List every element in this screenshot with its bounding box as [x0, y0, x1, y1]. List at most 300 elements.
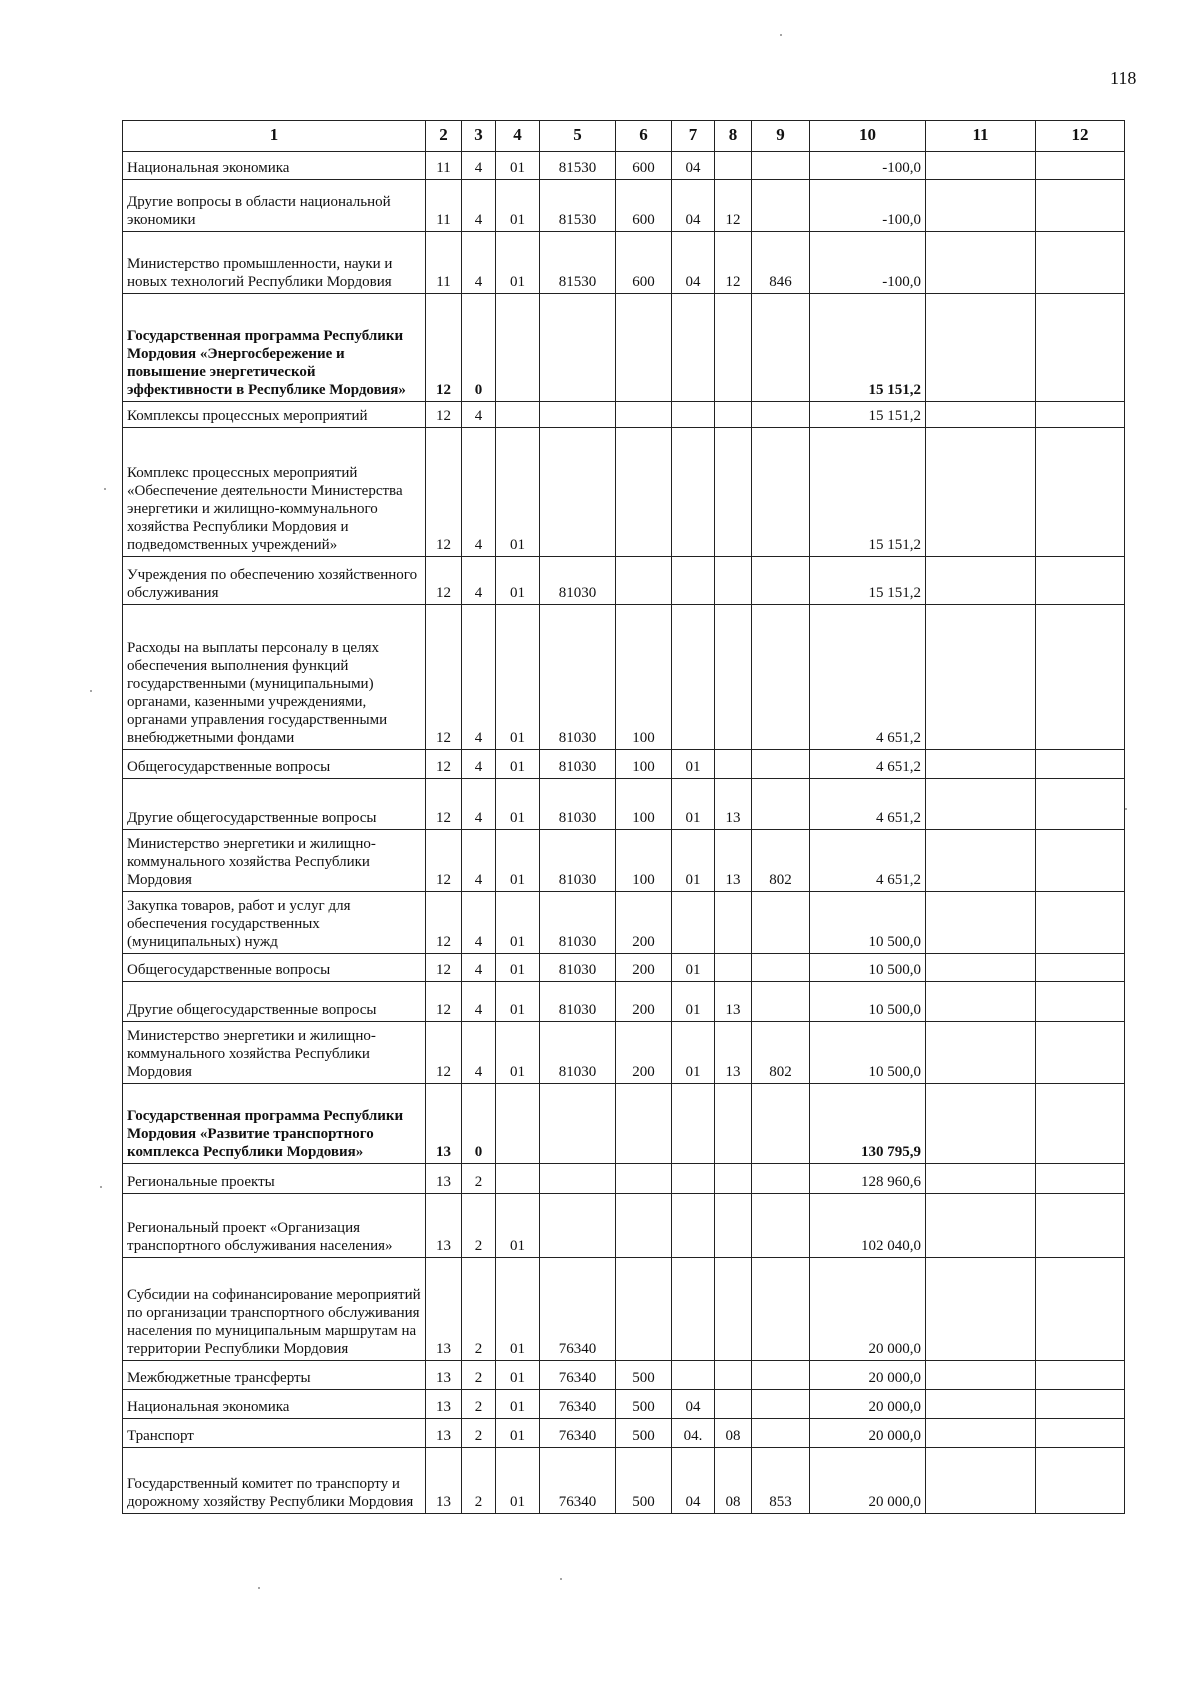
value-cell-col10: 4 651,2 — [810, 750, 926, 779]
value-cell-col10: 20 000,0 — [810, 1390, 926, 1419]
value-cell-col5 — [540, 294, 616, 402]
value-cell-col2: 13 — [426, 1084, 462, 1164]
value-cell-col8 — [715, 557, 752, 605]
value-cell-col3: 4 — [462, 1022, 496, 1084]
value-cell-col9 — [752, 294, 810, 402]
value-cell-col5 — [540, 428, 616, 557]
value-cell-col2: 12 — [426, 830, 462, 892]
value-cell-col6 — [616, 1164, 672, 1194]
value-cell-col10: 4 651,2 — [810, 779, 926, 830]
value-cell-col2: 12 — [426, 892, 462, 954]
value-cell-col7 — [672, 1194, 715, 1258]
row-label-cell: Государственный комитет по транспорту и дорожному хозяйству Республики Мордовия — [123, 1448, 426, 1514]
table-row — [123, 892, 1125, 954]
value-cell-col11 — [926, 954, 1036, 982]
value-cell-col5: 81030 — [540, 892, 616, 954]
value-cell-col8 — [715, 1084, 752, 1164]
value-cell-col9: 802 — [752, 830, 810, 892]
scan-speck — [90, 690, 92, 692]
value-cell-col9: 802 — [752, 1022, 810, 1084]
value-cell-col2: 12 — [426, 294, 462, 402]
value-cell-col10: -100,0 — [810, 180, 926, 232]
value-cell-col12 — [1036, 1164, 1125, 1194]
value-cell-col11 — [926, 1084, 1036, 1164]
row-label-cell: Министерство энергетики и жилищно-коммунального хозяйства Республики Мордовия — [123, 830, 426, 892]
row-label-cell: Комплекс процессных мероприятий «Обеспечение деятельности Министерства энергетики и жилищно-коммунального хозяйства Республики Мордовия и подведомственных учреждений» — [123, 428, 426, 557]
value-cell-col6: 100 — [616, 750, 672, 779]
value-cell-col7 — [672, 294, 715, 402]
value-cell-col2: 12 — [426, 557, 462, 605]
row-label-cell: Государственная программа Республики Мордовия «Энергосбережение и повышение энергетической эффективности в Республике Мордовия» — [123, 294, 426, 402]
value-cell-col9 — [752, 557, 810, 605]
value-cell-col4 — [496, 1164, 540, 1194]
value-cell-col9: 846 — [752, 232, 810, 294]
value-cell-col11 — [926, 557, 1036, 605]
value-cell-col3: 4 — [462, 428, 496, 557]
value-cell-col2: 13 — [426, 1419, 462, 1448]
value-cell-col12 — [1036, 954, 1125, 982]
row-label-cell: Другие общегосударственные вопросы — [123, 982, 426, 1022]
value-cell-col6: 200 — [616, 892, 672, 954]
value-cell-col10: 20 000,0 — [810, 1361, 926, 1390]
value-cell-col11 — [926, 402, 1036, 428]
budget-table — [122, 120, 1125, 1514]
value-cell-col11 — [926, 232, 1036, 294]
value-cell-col6 — [616, 428, 672, 557]
value-cell-col8: 13 — [715, 1022, 752, 1084]
value-cell-col10: 20 000,0 — [810, 1419, 926, 1448]
row-label-cell: Другие вопросы в области национальной экономики — [123, 180, 426, 232]
value-cell-col3: 0 — [462, 1084, 496, 1164]
value-cell-col12 — [1036, 892, 1125, 954]
value-cell-col4: 01 — [496, 982, 540, 1022]
value-cell-col9 — [752, 982, 810, 1022]
value-cell-col8 — [715, 1258, 752, 1361]
value-cell-col7: 01 — [672, 779, 715, 830]
value-cell-col12 — [1036, 1258, 1125, 1361]
value-cell-col10: 10 500,0 — [810, 1022, 926, 1084]
value-cell-col4: 01 — [496, 954, 540, 982]
value-cell-col9 — [752, 750, 810, 779]
value-cell-col7: 04 — [672, 152, 715, 180]
value-cell-col5: 81530 — [540, 232, 616, 294]
row-label-cell: Общегосударственные вопросы — [123, 750, 426, 779]
row-label-cell: Государственная программа Республики Мордовия «Развитие транспортного комплекса Республики Мордовия» — [123, 1084, 426, 1164]
value-cell-col10: 130 795,9 — [810, 1084, 926, 1164]
scan-speck — [104, 488, 106, 490]
value-cell-col10: -100,0 — [810, 232, 926, 294]
value-cell-col5: 81030 — [540, 779, 616, 830]
value-cell-col12 — [1036, 750, 1125, 779]
row-label-cell: Региональные проекты — [123, 1164, 426, 1194]
value-cell-col6: 500 — [616, 1390, 672, 1419]
value-cell-col4: 01 — [496, 1419, 540, 1448]
value-cell-col8 — [715, 428, 752, 557]
value-cell-col6: 500 — [616, 1448, 672, 1514]
value-cell-col4: 01 — [496, 1390, 540, 1419]
value-cell-col8 — [715, 750, 752, 779]
value-cell-col7 — [672, 402, 715, 428]
value-cell-col8 — [715, 1164, 752, 1194]
value-cell-col10: 10 500,0 — [810, 954, 926, 982]
value-cell-col3: 4 — [462, 152, 496, 180]
value-cell-col6: 500 — [616, 1419, 672, 1448]
value-cell-col2: 12 — [426, 954, 462, 982]
value-cell-col3: 4 — [462, 402, 496, 428]
value-cell-col4: 01 — [496, 750, 540, 779]
value-cell-col2: 12 — [426, 402, 462, 428]
column-header: 5 — [540, 121, 616, 152]
row-label-cell: Учреждения по обеспечению хозяйственного обслуживания — [123, 557, 426, 605]
row-label-cell: Транспорт — [123, 1419, 426, 1448]
value-cell-col12 — [1036, 180, 1125, 232]
column-header: 9 — [752, 121, 810, 152]
value-cell-col4: 01 — [496, 557, 540, 605]
value-cell-col4: 01 — [496, 1448, 540, 1514]
value-cell-col8: 08 — [715, 1419, 752, 1448]
value-cell-col3: 4 — [462, 830, 496, 892]
value-cell-col12 — [1036, 402, 1125, 428]
value-cell-col7 — [672, 557, 715, 605]
value-cell-col5: 81530 — [540, 180, 616, 232]
value-cell-col5 — [540, 1194, 616, 1258]
value-cell-col2: 11 — [426, 152, 462, 180]
value-cell-col12 — [1036, 982, 1125, 1022]
value-cell-col10: 20 000,0 — [810, 1448, 926, 1514]
value-cell-col7: 01 — [672, 982, 715, 1022]
table-row — [123, 232, 1125, 294]
value-cell-col4 — [496, 1084, 540, 1164]
value-cell-col7 — [672, 605, 715, 750]
value-cell-col6 — [616, 402, 672, 428]
value-cell-col3: 2 — [462, 1390, 496, 1419]
value-cell-col4: 01 — [496, 428, 540, 557]
value-cell-col9 — [752, 402, 810, 428]
value-cell-col2: 13 — [426, 1258, 462, 1361]
value-cell-col9 — [752, 180, 810, 232]
value-cell-col12 — [1036, 830, 1125, 892]
value-cell-col6: 100 — [616, 779, 672, 830]
scan-speck — [1125, 808, 1127, 810]
row-label-cell: Министерство промышленности, науки и новых технологий Республики Мордовия — [123, 232, 426, 294]
column-header: 4 — [496, 121, 540, 152]
value-cell-col3: 0 — [462, 294, 496, 402]
value-cell-col9 — [752, 954, 810, 982]
column-header: 2 — [426, 121, 462, 152]
value-cell-col11 — [926, 830, 1036, 892]
value-cell-col10: 4 651,2 — [810, 830, 926, 892]
value-cell-col2: 11 — [426, 232, 462, 294]
value-cell-col6: 100 — [616, 605, 672, 750]
value-cell-col11 — [926, 1448, 1036, 1514]
value-cell-col6: 200 — [616, 1022, 672, 1084]
value-cell-col2: 13 — [426, 1194, 462, 1258]
value-cell-col11 — [926, 294, 1036, 402]
value-cell-col3: 2 — [462, 1258, 496, 1361]
value-cell-col8 — [715, 402, 752, 428]
value-cell-col9 — [752, 1361, 810, 1390]
value-cell-col7: 04 — [672, 180, 715, 232]
value-cell-col9 — [752, 605, 810, 750]
value-cell-col9 — [752, 1164, 810, 1194]
value-cell-col11 — [926, 1419, 1036, 1448]
value-cell-col3: 2 — [462, 1448, 496, 1514]
table-row — [123, 1419, 1125, 1448]
value-cell-col12 — [1036, 1419, 1125, 1448]
value-cell-col3: 4 — [462, 750, 496, 779]
value-cell-col7: 04 — [672, 1448, 715, 1514]
table-row — [123, 954, 1125, 982]
value-cell-col10: 20 000,0 — [810, 1258, 926, 1361]
table-row — [123, 982, 1125, 1022]
value-cell-col5: 81530 — [540, 152, 616, 180]
value-cell-col6 — [616, 294, 672, 402]
value-cell-col6: 600 — [616, 180, 672, 232]
value-cell-col7: 04 — [672, 232, 715, 294]
value-cell-col4: 01 — [496, 180, 540, 232]
value-cell-col6: 100 — [616, 830, 672, 892]
value-cell-col5: 81030 — [540, 982, 616, 1022]
value-cell-col4: 01 — [496, 892, 540, 954]
value-cell-col8 — [715, 1194, 752, 1258]
value-cell-col7 — [672, 1361, 715, 1390]
column-header: 6 — [616, 121, 672, 152]
value-cell-col10: 4 651,2 — [810, 605, 926, 750]
value-cell-col12 — [1036, 1022, 1125, 1084]
table-row — [123, 1194, 1125, 1258]
value-cell-col9 — [752, 428, 810, 557]
row-label-cell: Расходы на выплаты персоналу в целях обеспечения выполнения функций государственными (муниципальными) органами, казенными учреждениями, органами управления государственными внебюджетными фондами — [123, 605, 426, 750]
value-cell-col12 — [1036, 152, 1125, 180]
column-header: 7 — [672, 121, 715, 152]
value-cell-col8 — [715, 294, 752, 402]
column-header: 8 — [715, 121, 752, 152]
value-cell-col10: 128 960,6 — [810, 1164, 926, 1194]
value-cell-col4 — [496, 294, 540, 402]
value-cell-col10: 15 151,2 — [810, 428, 926, 557]
value-cell-col12 — [1036, 1084, 1125, 1164]
value-cell-col5: 81030 — [540, 605, 616, 750]
column-header: 1 — [123, 121, 426, 152]
page-number: 118 — [1110, 68, 1137, 88]
value-cell-col11 — [926, 892, 1036, 954]
value-cell-col4: 01 — [496, 232, 540, 294]
value-cell-col5: 81030 — [540, 557, 616, 605]
value-cell-col7 — [672, 1164, 715, 1194]
table-row — [123, 402, 1125, 428]
value-cell-col8: 13 — [715, 779, 752, 830]
value-cell-col2: 12 — [426, 1022, 462, 1084]
header-row — [123, 121, 1125, 152]
value-cell-col12 — [1036, 1390, 1125, 1419]
value-cell-col4: 01 — [496, 1194, 540, 1258]
value-cell-col12 — [1036, 779, 1125, 830]
value-cell-col12 — [1036, 294, 1125, 402]
value-cell-col5 — [540, 1164, 616, 1194]
value-cell-col7: 04 — [672, 1390, 715, 1419]
value-cell-col7 — [672, 1258, 715, 1361]
value-cell-col12 — [1036, 232, 1125, 294]
value-cell-col2: 13 — [426, 1390, 462, 1419]
value-cell-col3: 4 — [462, 605, 496, 750]
value-cell-col2: 12 — [426, 428, 462, 557]
value-cell-col6: 200 — [616, 982, 672, 1022]
value-cell-col8 — [715, 1361, 752, 1390]
row-label-cell: Другие общегосударственные вопросы — [123, 779, 426, 830]
value-cell-col6 — [616, 557, 672, 605]
value-cell-col7 — [672, 428, 715, 557]
value-cell-col11 — [926, 428, 1036, 557]
value-cell-col3: 4 — [462, 954, 496, 982]
value-cell-col9 — [752, 1194, 810, 1258]
value-cell-col10: 15 151,2 — [810, 557, 926, 605]
value-cell-col6 — [616, 1258, 672, 1361]
value-cell-col5 — [540, 1084, 616, 1164]
value-cell-col6 — [616, 1084, 672, 1164]
value-cell-col7 — [672, 892, 715, 954]
value-cell-col2: 13 — [426, 1448, 462, 1514]
value-cell-col6: 500 — [616, 1361, 672, 1390]
value-cell-col9 — [752, 1258, 810, 1361]
value-cell-col9: 853 — [752, 1448, 810, 1514]
value-cell-col5: 76340 — [540, 1258, 616, 1361]
value-cell-col5: 81030 — [540, 1022, 616, 1084]
value-cell-col7: 01 — [672, 750, 715, 779]
column-header: 11 — [926, 121, 1036, 152]
table-row — [123, 1390, 1125, 1419]
value-cell-col4: 01 — [496, 1022, 540, 1084]
value-cell-col3: 4 — [462, 180, 496, 232]
value-cell-col6: 600 — [616, 152, 672, 180]
table-row — [123, 180, 1125, 232]
table-row — [123, 152, 1125, 180]
value-cell-col5: 76340 — [540, 1390, 616, 1419]
row-label-cell: Региональный проект «Организация транспортного обслуживания населения» — [123, 1194, 426, 1258]
value-cell-col8: 13 — [715, 830, 752, 892]
value-cell-col2: 12 — [426, 982, 462, 1022]
value-cell-col11 — [926, 1194, 1036, 1258]
value-cell-col10: 102 040,0 — [810, 1194, 926, 1258]
value-cell-col12 — [1036, 605, 1125, 750]
scan-speck — [258, 1587, 260, 1589]
value-cell-col12 — [1036, 1361, 1125, 1390]
value-cell-col7: 01 — [672, 954, 715, 982]
value-cell-col8: 12 — [715, 232, 752, 294]
value-cell-col2: 11 — [426, 180, 462, 232]
value-cell-col3: 4 — [462, 232, 496, 294]
value-cell-col11 — [926, 1258, 1036, 1361]
value-cell-col12 — [1036, 1194, 1125, 1258]
row-label-cell: Субсидии на софинансирование мероприятий по организации транспортного обслуживания населения по муниципальным маршрутам на территории Республики Мордовия — [123, 1258, 426, 1361]
value-cell-col11 — [926, 982, 1036, 1022]
value-cell-col5 — [540, 402, 616, 428]
value-cell-col7: 04. — [672, 1419, 715, 1448]
row-label-cell: Комплексы процессных мероприятий — [123, 402, 426, 428]
value-cell-col9 — [752, 892, 810, 954]
table-row — [123, 557, 1125, 605]
row-label-cell: Общегосударственные вопросы — [123, 954, 426, 982]
value-cell-col5: 76340 — [540, 1448, 616, 1514]
table-row — [123, 428, 1125, 557]
value-cell-col11 — [926, 1164, 1036, 1194]
value-cell-col3: 4 — [462, 982, 496, 1022]
value-cell-col5: 76340 — [540, 1361, 616, 1390]
table-row — [123, 1084, 1125, 1164]
column-header: 10 — [810, 121, 926, 152]
value-cell-col4: 01 — [496, 830, 540, 892]
value-cell-col10: -100,0 — [810, 152, 926, 180]
value-cell-col7: 01 — [672, 830, 715, 892]
value-cell-col3: 2 — [462, 1419, 496, 1448]
value-cell-col11 — [926, 1361, 1036, 1390]
table-row — [123, 605, 1125, 750]
column-header: 12 — [1036, 121, 1125, 152]
value-cell-col11 — [926, 1022, 1036, 1084]
row-label-cell: Министерство энергетики и жилищно-коммунального хозяйства Республики Мордовия — [123, 1022, 426, 1084]
value-cell-col8: 12 — [715, 180, 752, 232]
value-cell-col4 — [496, 402, 540, 428]
column-header: 3 — [462, 121, 496, 152]
value-cell-col9 — [752, 1084, 810, 1164]
row-label-cell: Национальная экономика — [123, 152, 426, 180]
table-row — [123, 830, 1125, 892]
value-cell-col3: 2 — [462, 1164, 496, 1194]
value-cell-col4: 01 — [496, 1258, 540, 1361]
value-cell-col11 — [926, 779, 1036, 830]
value-cell-col5: 81030 — [540, 750, 616, 779]
value-cell-col8 — [715, 1390, 752, 1419]
value-cell-col8 — [715, 892, 752, 954]
value-cell-col3: 4 — [462, 779, 496, 830]
value-cell-col10: 10 500,0 — [810, 982, 926, 1022]
value-cell-col2: 13 — [426, 1361, 462, 1390]
value-cell-col11 — [926, 1390, 1036, 1419]
value-cell-col8 — [715, 605, 752, 750]
value-cell-col2: 12 — [426, 750, 462, 779]
value-cell-col5: 81030 — [540, 954, 616, 982]
table-row — [123, 294, 1125, 402]
value-cell-col3: 2 — [462, 1194, 496, 1258]
value-cell-col8 — [715, 954, 752, 982]
scan-speck — [560, 1578, 562, 1580]
value-cell-col12 — [1036, 428, 1125, 557]
value-cell-col4: 01 — [496, 779, 540, 830]
value-cell-col2: 12 — [426, 779, 462, 830]
value-cell-col9 — [752, 1390, 810, 1419]
value-cell-col2: 12 — [426, 605, 462, 750]
value-cell-col9 — [752, 1419, 810, 1448]
value-cell-col12 — [1036, 1448, 1125, 1514]
value-cell-col5: 81030 — [540, 830, 616, 892]
row-label-cell: Закупка товаров, работ и услуг для обеспечения государственных (муниципальных) нужд — [123, 892, 426, 954]
value-cell-col5: 76340 — [540, 1419, 616, 1448]
value-cell-col7: 01 — [672, 1022, 715, 1084]
scan-speck — [100, 1186, 102, 1188]
value-cell-col3: 4 — [462, 557, 496, 605]
value-cell-col11 — [926, 750, 1036, 779]
value-cell-col8: 13 — [715, 982, 752, 1022]
value-cell-col9 — [752, 152, 810, 180]
table-row — [123, 1258, 1125, 1361]
value-cell-col4: 01 — [496, 152, 540, 180]
row-label-cell: Национальная экономика — [123, 1390, 426, 1419]
value-cell-col4: 01 — [496, 605, 540, 750]
table-body — [123, 152, 1125, 1514]
table-row — [123, 1361, 1125, 1390]
value-cell-col11 — [926, 152, 1036, 180]
value-cell-col2: 13 — [426, 1164, 462, 1194]
table-row — [123, 779, 1125, 830]
